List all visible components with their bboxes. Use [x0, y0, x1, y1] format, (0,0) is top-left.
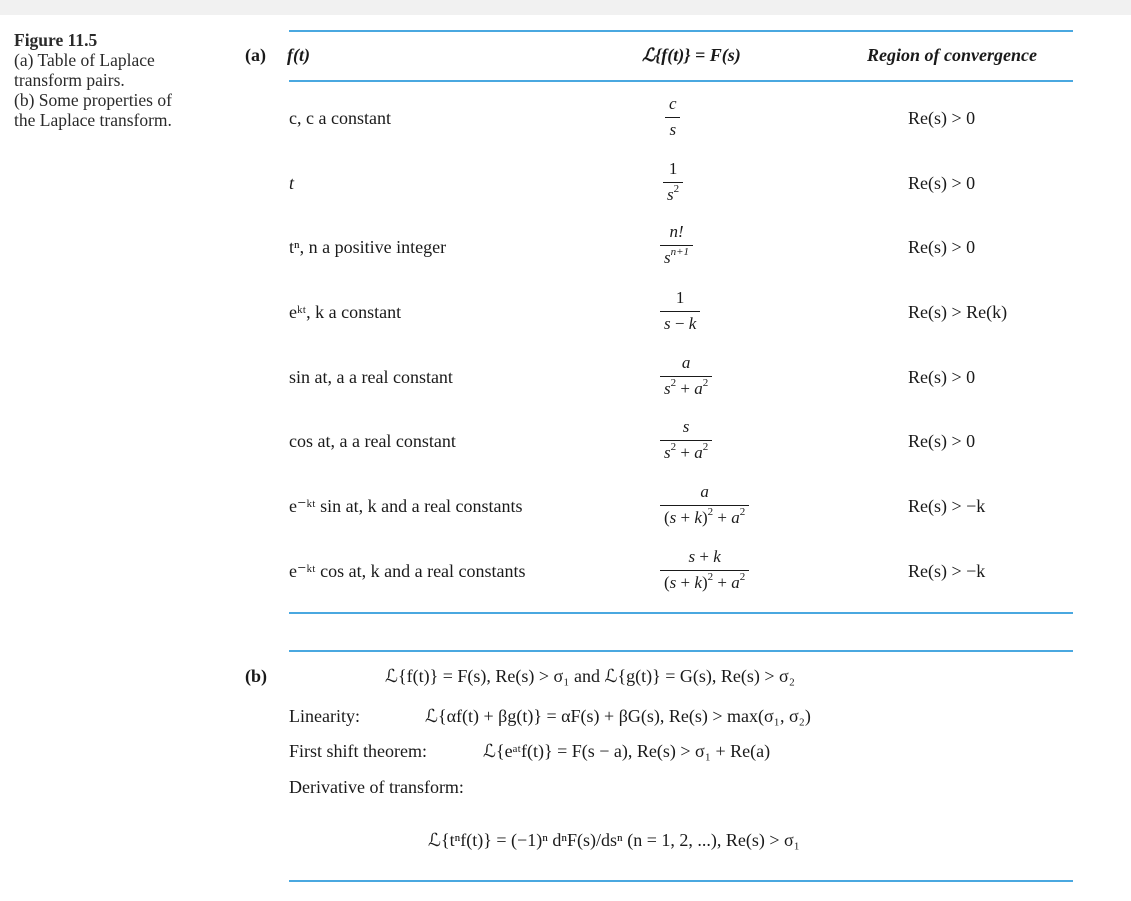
- table-row-function: c, c a constant: [289, 108, 391, 128]
- table-row-region: Re(s) > 0: [908, 237, 976, 257]
- table-row-region: Re(s) > 0: [908, 431, 976, 451]
- caption-line: (a) Table of Laplace: [14, 50, 155, 70]
- table-row-transform: $\frac{1}{s^2}$: [663, 159, 683, 205]
- table-row-transform: $\frac{s + k}{(s + k)^2 + a^2}$: [660, 547, 749, 593]
- table-row-transform: $\frac{a}{(s + k)^2 + a^2}$: [660, 482, 749, 528]
- linearity-label: Linearity:: [289, 706, 360, 726]
- table-bottom-rule: [289, 612, 1073, 614]
- header-function: f(t): [287, 45, 310, 65]
- header-rule: [289, 80, 1073, 82]
- table-row-function: t: [289, 173, 295, 193]
- table-top-rule: [289, 30, 1073, 32]
- table-row-function: sin at, a a real constant: [289, 367, 453, 387]
- table-row-transform: $\frac{a}{s^2 + a^2}$: [660, 353, 712, 399]
- table-row-function: eᵏᵗ, k a constant: [289, 302, 402, 322]
- table-row-function: cos at, a a real constant: [289, 431, 456, 451]
- first-shift-formula: ℒ{eᵃᵗf(t)} = F(s − a), Re(s) > σ₁ + Re(a): [483, 741, 771, 761]
- table-row-region: Re(s) > 0: [908, 367, 976, 387]
- top-band: [0, 0, 1131, 15]
- table-row-transform: $\frac{1}{s - k}$: [660, 288, 700, 334]
- table-row-function: e⁻ᵏᵗ sin at, k and a real constants: [289, 496, 523, 516]
- caption-line: (b) Some properties of: [14, 90, 172, 110]
- caption-line: the Laplace transform.: [14, 110, 172, 130]
- linearity-formula: ℒ{αf(t) + βg(t)} = αF(s) + βG(s), Re(s) > max(σ₁, σ₂): [425, 706, 811, 726]
- properties-premise: ℒ{f(t)} = F(s), Re(s) > σ₁ and ℒ{g(t)} = G(s), Re(s) > σ₂: [385, 666, 795, 686]
- table-row-function: e⁻ᵏᵗ cos at, k and a real constants: [289, 561, 526, 581]
- properties-b-label: (b): [245, 666, 267, 686]
- table-row-region: Re(s) > 0: [908, 108, 976, 128]
- table-a-label: (a): [245, 45, 266, 65]
- properties-top-rule: [289, 650, 1073, 652]
- derivative-label: Derivative of transform:: [289, 777, 464, 797]
- figure-caption: [14, 30, 229, 130]
- figure-number: Figure 11.5: [14, 30, 98, 50]
- first-shift-label: First shift theorem:: [289, 741, 427, 761]
- table-row-region: Re(s) > 0: [908, 173, 976, 193]
- table-row-region: Re(s) > −k: [908, 496, 986, 516]
- table-row-region: Re(s) > −k: [908, 561, 986, 581]
- caption-line: transform pairs.: [14, 70, 125, 90]
- table-row-transform: $\frac{s}{s^2 + a^2}$: [660, 417, 712, 463]
- header-transform: ℒ{f(t)} = F(s): [642, 45, 741, 65]
- table-row-function: tⁿ, n a positive integer: [289, 237, 447, 257]
- table-row-region: Re(s) > Re(k): [908, 302, 1008, 322]
- derivative-formula: ℒ{tⁿf(t)} = (−1)ⁿ dⁿF(s)/dsⁿ (n = 1, 2, ...), Re(s) > σ₁: [428, 830, 800, 850]
- table-row-transform: $\frac{n!}{s^{n+1}}$: [660, 222, 693, 268]
- table-row-transform: $\frac{c}{s}$: [665, 94, 681, 140]
- header-region: Region of convergence: [867, 45, 1037, 65]
- properties-bottom-rule: [289, 880, 1073, 882]
